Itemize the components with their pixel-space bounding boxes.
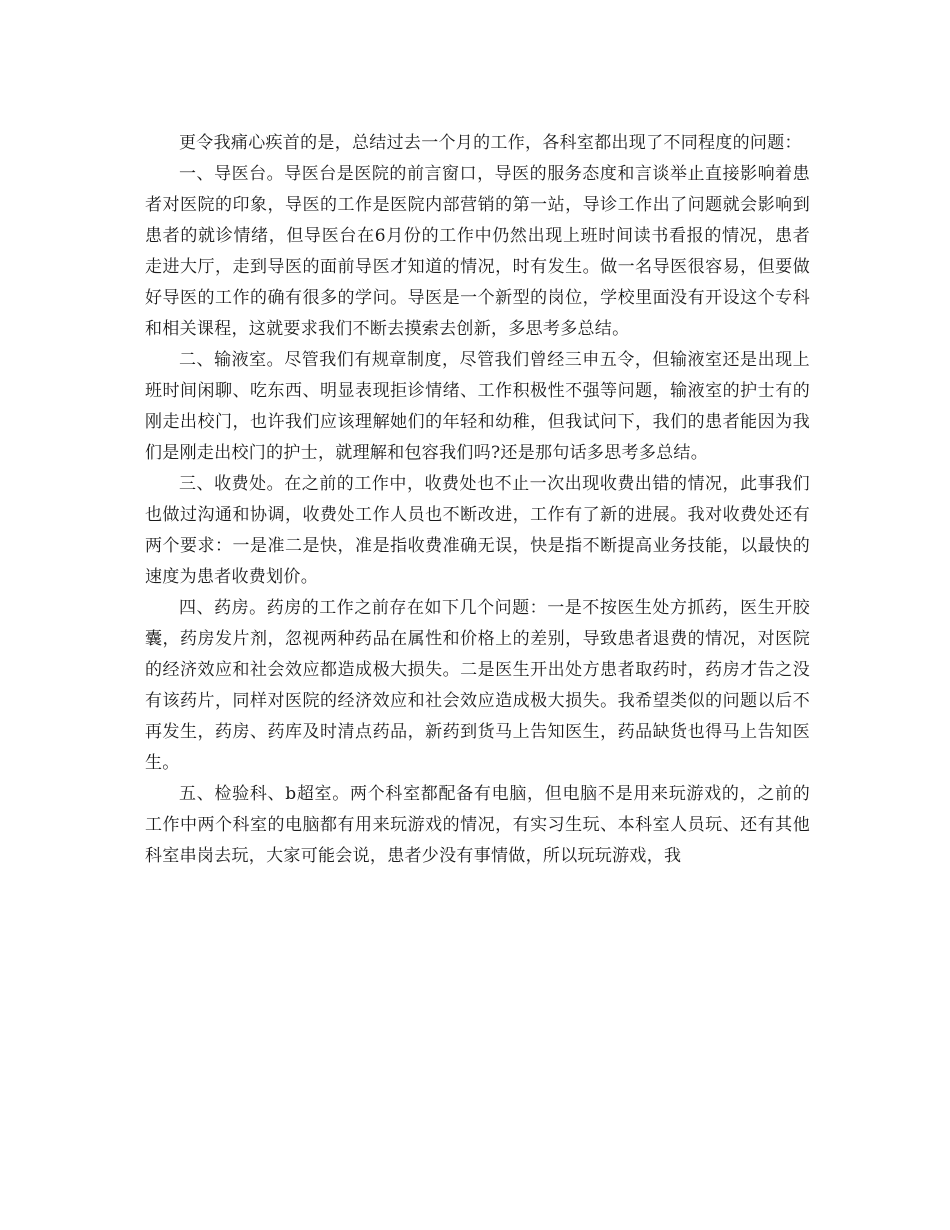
paragraph-infusion-room: 二、输液室。尽管我们有规章制度，尽管我们曾经三申五令，但输液室还是出现上班时间闲聊、吃东西、明显表现拒诊情绪、工作积极性不强等问题，输液室的护士有的刚走出校门，也许我们应该理解她们的年轻和幼稚，但我试问下，我们的患者能因为我们是刚走出校门的护士，就理解和包容我们吗?还是那句话多思考多总结。 xyxy=(145,350,810,463)
paragraph-lab-ultrasound: 五、检验科、b超室。两个科室都配备有电脑，但电脑不是用来玩游戏的，之前的工作中两个科室的电脑都有用来玩游戏的情况，有实习生玩、本科室人员玩、还有其他科室串岗去玩，大家可能会说，患者少没有事情做，所以玩玩游戏，我 xyxy=(145,784,810,866)
document-body xyxy=(145,128,810,872)
paragraph-guide-desk: 一、导医台。导医台是医院的前言窗口，导医的服务态度和言谈举止直接影响着患者对医院的印象，导医的工作是医院内部营销的第一站，导诊工作出了问题就会影响到患者的就诊情绪，但导医台在6月份的工作中仍然出现上班时间读书看报的情况，患者走进大厅，走到导医的面前导医才知道的情况，时有发生。做一名导医很容易，但要做好导医的工作的确有很多的学问。导医是一个新型的岗位，学校里面没有开设这个专科和相关课程，这就要求我们不断去摸索去创新，多思考多总结。 xyxy=(145,164,810,339)
paragraph-intro: 更令我痛心疾首的是，总结过去一个月的工作，各科室都出现了不同程度的问题： xyxy=(179,133,802,153)
paragraph-pharmacy: 四、药房。药房的工作之前存在如下几个问题：一是不按医生处方抓药，医生开胶囊，药房发片剂，忽视两种药品在属性和价格上的差别，导致患者退费的情况，对医院的经济效应和社会效应都造成极大损失。二是医生开出处方患者取药时，药房才告之没有该药片，同样对医院的经济效应和社会效应造成极大损失。我希望类似的问题以后不再发生，药房、药库及时清点药品，新药到货马上告知医生，药品缺货也得马上告知医生。 xyxy=(145,598,810,773)
paragraph-cashier: 三、收费处。在之前的工作中，收费处也不止一次出现收费出错的情况，此事我们也做过沟通和协调，收费处工作人员也不断改进，工作有了新的进展。我对收费处还有两个要求：一是准二是快，准是指收费准确无误，快是指不断提高业务技能，以最快的速度为患者收费划价。 xyxy=(145,474,810,587)
